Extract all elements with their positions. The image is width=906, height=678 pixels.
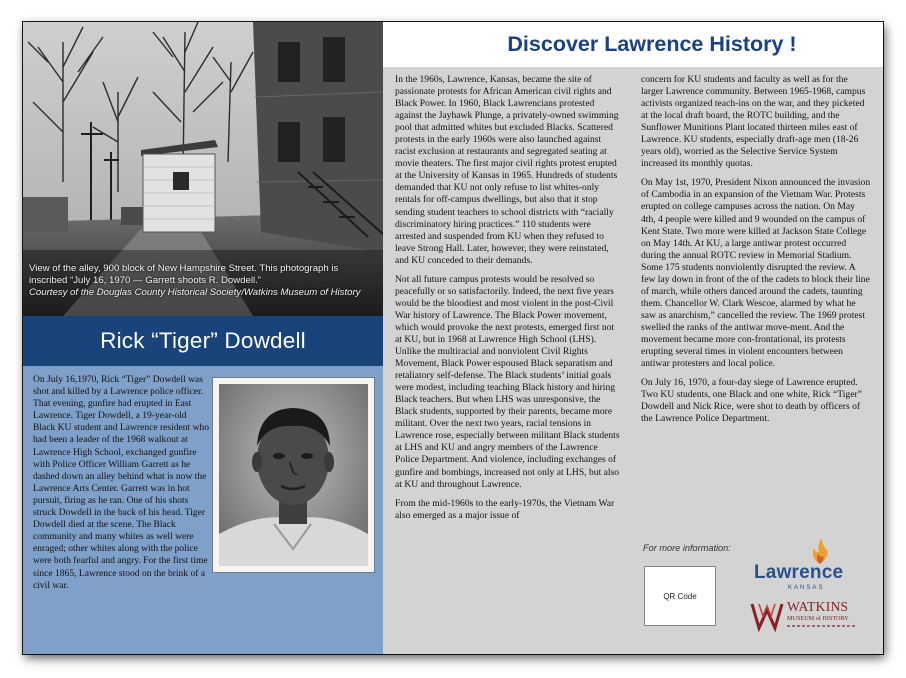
profile-bio-section <box>23 366 383 654</box>
more-info-label: For more information: <box>643 543 731 553</box>
watkins-emblem-icon <box>750 598 784 632</box>
qr-code[interactable]: QR Code <box>644 566 716 626</box>
column1-paragraph-2: Not all future campus protests would be resolved so peacefully or so satisfactorily. Indeed, the next five years would be the bloodiest and most violent in the post-Civil War history of Lawrence. The Black Power movement, which would provoke the next protests, emerged first not at KU, but in 1968 at Lawrence High School (LHS). Unlike the multiracial and nonviolent Civil Rights Movement, Black Power espoused Black separatism and retaliatory self-defense. The Black students’ initial goals were modest, including teaching Black history and hiring Black teachers. But when LHS was unresponsive, the Black students, supported by their parents, became more militant. Over the next two years, racial tensions in Lawrence rose, especially between militant Black students at LHS and KU and angry members of the Lawrence Police Department. And violence, including exchanges of gunfire and bombings, increased not only at LHS, but also at KU and throughout Lawrence. <box>395 273 620 490</box>
profile-name-banner: Rick “Tiger” Dowdell <box>23 316 383 366</box>
lawrence-logo-text: Lawrence <box>754 562 844 583</box>
poster-panel <box>23 22 883 654</box>
column2-paragraph-2: On May 1st, 1970, President Nixon announced the invasion of Cambodia in an expansion of the Vietnam War. Protests erupted on college campuses across the nation. On May 4th, 4 people were killed and 9 wounded on the campus of Kent State. Two more were killed at Jackson State College on May 14th. At KU, a large antiwar protest occurred during the annual ROTC review in Memorial Stadium. Some 175 students nonviolently disrupted the review. A few lay down in front of the of the cadets to block their line of march, while others danced around the cadets, taunting them. Chancellor W. Clark Wescoe, alarmed by what he saw as anarchism,” cancelled the review. The 1969 protest swelled the ranks of the antiwar move-ment. And the movement became more con-frontational, its protests erupting several times in violent encounters between antiwar protesters and local police. <box>641 177 871 370</box>
column2-paragraph-3: On July 16, 1970, a four-day siege of Lawrence erupted. Two KU students, one Black and one white, Rick “Tiger” Dowdell and Nick Rice, were shot to death by officers of the Lawrence Police Department. <box>641 377 862 425</box>
profile-bio-text: On July 16,1970, Rick “Tiger” Dowdell was shot and killed by a Lawrence police officer. That evening, gunfire had erupted in East Lawrence. Tiger Dowdell, a 19-year-old Black KU student and Lawrence resident who had been a leader of the 1968 walkout at Lawrence High School, exchanged gunfire with Police Officer William Garrett as he dashed down an alley behind what is now the Lawrence Arts Center. Garrett was in hot pursuit, firing as he ran. One of his shots struck Dowdell in the back of his head. Tiger Dowdell died at the scene. The Black community and many whites as well were enraged; other whites along with the police were both fearful and angry. For the first time since 1865, Lawrence stood on the brink of a civil war. <box>33 374 210 591</box>
watkins-logo[interactable] <box>750 596 880 638</box>
lawrence-logo[interactable] <box>750 538 870 598</box>
column2-paragraph-1: concern for KU students and faculty as well as for the larger Lawrence community. Between 1965-1968, campus activists organized teach-ins on the war, and they picketed at the local draft board, the ROTC building, and the Sunflower Munitions Plant located thirteen miles east of Lawrence. KU students, especially draft-age men (18-26 years old), worried as the Selective Service System increased its monthly quotas. <box>641 74 866 170</box>
photo-credit: Courtesy of the Douglas County Historical Society/Watkins Museum of History <box>29 287 361 298</box>
portrait-spacer <box>210 374 380 574</box>
watkins-logo-tagline-rule <box>787 625 857 627</box>
lawrence-logo-subtext: KANSAS <box>788 585 825 591</box>
photo-caption <box>29 263 379 299</box>
history-column-2 <box>641 74 871 432</box>
history-column-1 <box>395 74 623 529</box>
watkins-logo-text: WATKINS <box>787 599 849 614</box>
page-title: Discover Lawrence History ! <box>383 22 883 67</box>
watkins-logo-subtext: MUSEUM of HISTORY <box>787 615 849 622</box>
photo-caption-text: View of the alley, 900 block of New Hampshire Street. This photograph is inscribed “July 16, 1970 — Garrett shoots R. Dowdell.” <box>29 263 339 286</box>
profile-bio-paragraph <box>33 374 380 592</box>
historic-photo <box>23 22 383 316</box>
column1-paragraph-3: From the mid-1960s to the early-1970s, the Vietnam War also emerged as a major issue of <box>395 497 615 521</box>
column1-paragraph-1: In the 1960s, Lawrence, Kansas, became the site of passionate protests for African American civil rights and Black Power. In 1960, Black Lawrencians protested against the Jayhawk Plunge, a privately-owned swimming pool that admitted whites but excluded Blacks. Scattered protests in the early 1960s were also launched against racist exclusion at restaurants and segregated seating at movie theaters. The first major civil rights protest erupted at the University of Kansas in 1965. Hundreds of students demanded that KU not only refuse to list whites-only rentals for off-campus dwellings, but also that it stop sending student teachers to school districts with “racially discriminatory hiring practices.” 110 students were arrested and suspended from KU when they refused to leave Strong Hall. Later, however, they were reinstated, and KU conceded to their demands. <box>395 74 619 266</box>
